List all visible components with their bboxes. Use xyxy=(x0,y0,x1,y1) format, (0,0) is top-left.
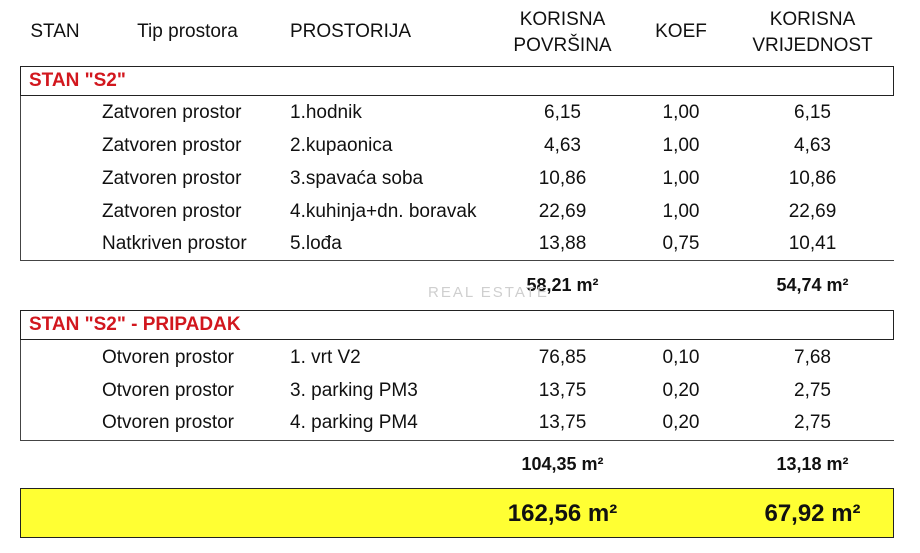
cell-prostorija: 1. vrt V2 xyxy=(290,347,361,368)
subtotal-divider xyxy=(20,260,894,261)
cell-tip: Zatvoren prostor xyxy=(102,135,242,156)
subtotal-divider xyxy=(20,440,894,441)
cell-povrsina: 22,69 xyxy=(538,201,587,222)
cell-tip: Otvoren prostor xyxy=(102,347,234,368)
cell-tip: Otvoren prostor xyxy=(102,380,234,401)
cell-povrsina: 13,75 xyxy=(538,412,587,433)
cell-tip: Otvoren prostor xyxy=(102,412,234,433)
header-povrsina-line1: KORISNA xyxy=(519,9,606,30)
subtotal-vrijednost: 13,18 m² xyxy=(776,454,849,474)
section-stan-s2-pripadak xyxy=(20,310,894,340)
header-tip-prostora: Tip prostora xyxy=(137,21,238,42)
section-title: STAN "S2" xyxy=(29,70,126,91)
cell-koef: 0,10 xyxy=(662,347,700,368)
subtotal-povrsina: 58,21 m² xyxy=(526,275,599,295)
header-vrijednost-line1: KORISNA xyxy=(769,9,856,30)
cell-povrsina: 13,88 xyxy=(538,233,587,254)
header-povrsina-line2: POVRŠINA xyxy=(513,35,612,56)
cell-vrijednost: 10,41 xyxy=(788,233,837,254)
cell-vrijednost: 7,68 xyxy=(794,347,831,368)
subtotal-vrijednost: 54,74 m² xyxy=(776,275,849,295)
cell-tip: Natkriven prostor xyxy=(102,233,247,254)
cell-tip: Zatvoren prostor xyxy=(102,168,242,189)
cell-vrijednost: 6,15 xyxy=(794,102,831,123)
total-povrsina: 162,56 m² xyxy=(507,500,618,527)
cell-prostorija: 4. parking PM4 xyxy=(290,412,418,433)
subtotal-povrsina: 104,35 m² xyxy=(521,454,604,474)
cell-tip: Zatvoren prostor xyxy=(102,201,242,222)
section-left-border xyxy=(20,340,21,440)
cell-vrijednost: 2,75 xyxy=(794,380,831,401)
section-title: STAN "S2" - PRIPADAK xyxy=(29,314,241,335)
cell-koef: 0,75 xyxy=(662,233,700,254)
header-vrijednost-line2: VRIJEDNOST xyxy=(752,35,873,56)
total-vrijednost: 67,92 m² xyxy=(764,500,861,527)
cell-povrsina: 6,15 xyxy=(544,102,581,123)
cell-povrsina: 4,63 xyxy=(544,135,581,156)
cell-vrijednost: 4,63 xyxy=(794,135,831,156)
header-prostorija: PROSTORIJA xyxy=(290,21,412,42)
cell-prostorija: 2.kupaonica xyxy=(290,135,393,156)
header-koef: KOEF xyxy=(655,21,707,42)
cell-prostorija: 1.hodnik xyxy=(290,102,362,123)
section-stan-s2 xyxy=(20,66,894,96)
header-stan: STAN xyxy=(30,21,80,42)
cell-povrsina: 13,75 xyxy=(538,380,587,401)
cell-koef: 0,20 xyxy=(662,380,700,401)
cell-vrijednost: 22,69 xyxy=(788,201,837,222)
cell-povrsina: 76,85 xyxy=(538,347,587,368)
cell-prostorija: 3.spavaća soba xyxy=(290,168,424,189)
cell-koef: 1,00 xyxy=(662,201,700,222)
cell-prostorija: 3. parking PM3 xyxy=(290,380,418,401)
cell-vrijednost: 2,75 xyxy=(794,412,831,433)
cell-povrsina: 10,86 xyxy=(538,168,587,189)
cell-tip: Zatvoren prostor xyxy=(102,102,242,123)
grand-total-bar xyxy=(20,488,894,538)
section-left-border xyxy=(20,96,21,260)
cell-prostorija: 5.lođa xyxy=(290,233,342,254)
cell-koef: 1,00 xyxy=(662,168,700,189)
cell-koef: 1,00 xyxy=(662,135,700,156)
cell-koef: 0,20 xyxy=(662,412,700,433)
cell-vrijednost: 10,86 xyxy=(788,168,837,189)
watermark-text: REAL ESTATE xyxy=(428,284,549,301)
cell-koef: 1,00 xyxy=(662,102,700,123)
cell-prostorija: 4.kuhinja+dn. boravak xyxy=(290,201,477,222)
